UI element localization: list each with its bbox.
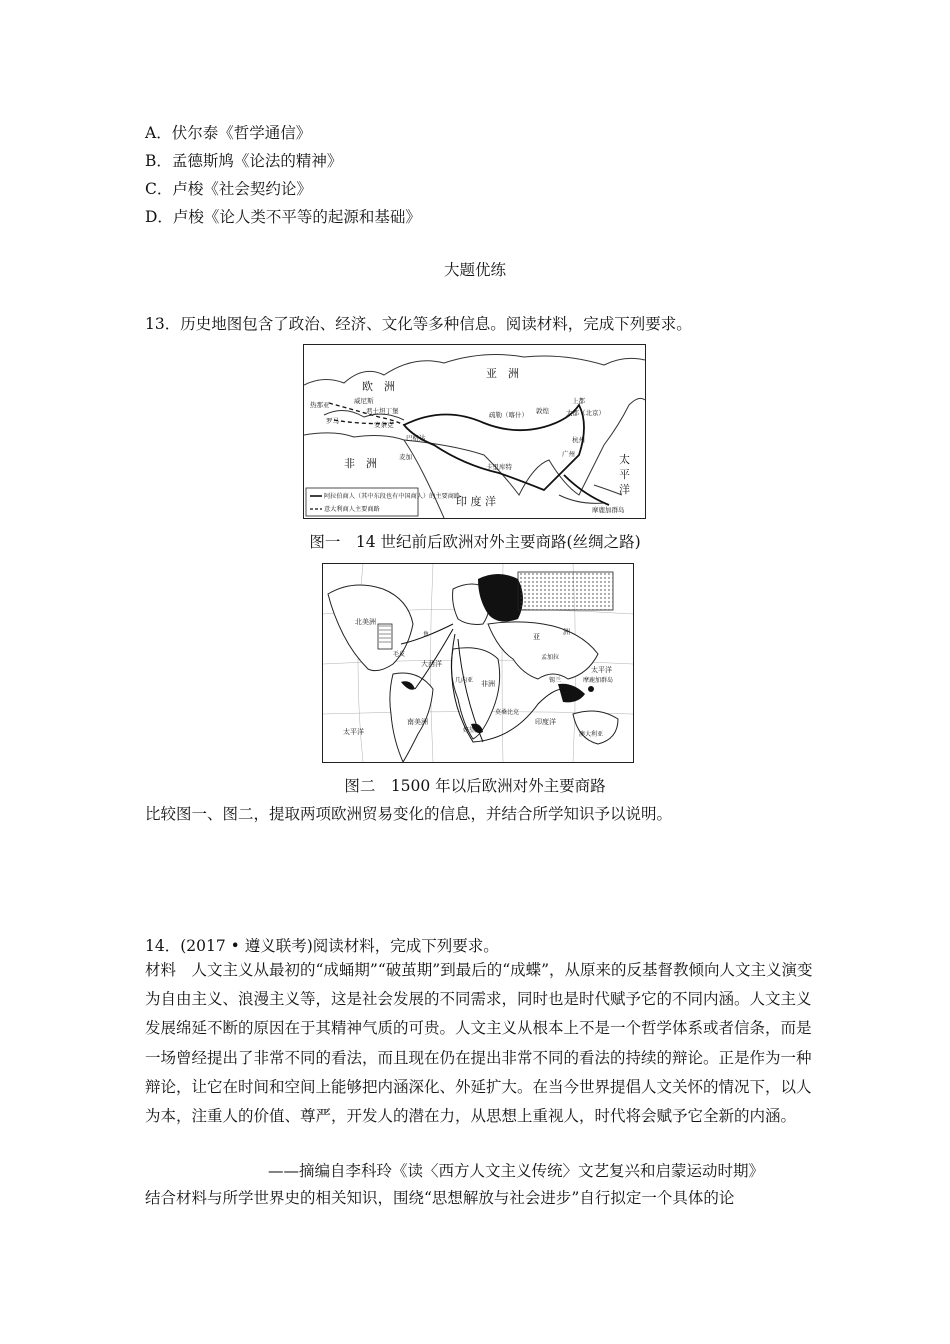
label-north-america: 北美洲	[355, 618, 376, 626]
label-africa-2: 非洲	[481, 680, 495, 688]
label-europe: 欧 洲	[362, 380, 395, 393]
section-title: 大题优练	[443, 261, 506, 279]
q14-source: ——摘编自李科玲《读〈西方人文主义传统〉文艺复兴和启蒙运动时期》	[268, 1162, 765, 1180]
q13-question: 比较图一、图二，提取两项欧洲贸易变化的信息，并结合所学知识予以说明。	[145, 805, 673, 823]
label-genoa: 热那亚	[310, 401, 330, 409]
label-guangzhou: 广州	[562, 450, 575, 458]
option-d: D．卢梭《论人类不平等的起源和基础》	[145, 208, 421, 226]
label-indian-ocean-2: 印度洋	[535, 718, 556, 726]
label-pacific-1: 太	[619, 453, 630, 466]
label-shangdu: 上都	[572, 397, 585, 405]
label-kashgar: 疏勒（喀什）	[489, 411, 528, 419]
map-silk-road	[303, 344, 646, 519]
label-moluccas-2: 摩鹿加群岛	[583, 677, 614, 684]
label-hangzhou: 杭州	[572, 436, 585, 444]
legend-arab: 阿拉伯商人（其中东段也有中国商人）的主要商路	[324, 493, 461, 500]
label-south-america: 南美洲	[407, 718, 428, 726]
option-a: A．伏尔泰《哲学通信》	[145, 124, 312, 142]
label-fish: 鱼	[423, 631, 430, 638]
label-pacific-3: 洋	[619, 483, 630, 496]
label-venice: 威尼斯	[354, 397, 374, 405]
label-mecca: 麦加	[399, 453, 412, 461]
label-dunhuang: 敦煌	[536, 407, 549, 415]
q14-material: 材料 人文主义从最初的“成蛹期”“破茧期”到最后的“成蝶”，从原来的反基督教倾向人文主义演变为自由主义、浪漫主义等，这是社会发展的不同需求，同时也是时代赋予它的不同内涵。人文主义发展绵延不断的原因在于其精神气质的可贵。人文主义从根本上不是一个哲学体系或者信条，而是一场曾经提出了非常不同的看法，而且现在仍在提出非常不同的看法的持续的辩论。正是作为一种辩论，让它在时间和空间上能够把内涵深化、外延扩大。在当今世界提倡人文关怀的情况下，以人为本，注重人的价值、尊严，开发人的潜在力，从思想上重视人，时代将会赋予它全新的内涵。	[145, 961, 813, 1126]
q13-stem: 13．历史地图包含了政治、经济、文化等多种信息。阅读材料，完成下列要求。	[145, 315, 692, 333]
label-africa: 非 洲	[344, 457, 377, 470]
label-rome: 罗马	[326, 417, 339, 425]
label-calicut: 卡里库特	[486, 463, 512, 471]
label-mozambique: 莫桑比克	[495, 709, 520, 716]
label-guinea: 几内亚	[455, 677, 474, 684]
label-pacific-2: 平	[619, 468, 630, 481]
legend-italian: 意大利商人主要商路	[324, 506, 380, 513]
label-bengal: 孟加拉	[541, 654, 560, 661]
option-c: C．卢梭《社会契约论》	[145, 180, 312, 198]
label-baghdad: 巴格达	[406, 434, 426, 442]
label-zhou: 洲	[563, 628, 570, 636]
label-indian-ocean: 印 度 洋	[456, 495, 496, 508]
label-dadu: 大都（北京）	[566, 409, 605, 417]
map1-caption: 图一 14 世纪前后欧洲对外主要商路(丝绸之路)	[309, 533, 641, 551]
map2-caption: 图二 1500 年以后欧洲对外主要商路	[344, 777, 606, 795]
q14-stem: 14．(2017 • 遵义联考)阅读材料，完成下列要求。	[145, 937, 499, 955]
label-cape: 好望角	[463, 727, 482, 734]
label-constantinople: 君士坦丁堡	[366, 407, 399, 415]
q14-task: 结合材料与所学世界史的相关知识，围绕“思想解放与社会进步”自行拟定一个具体的论	[145, 1189, 735, 1207]
label-australia: 澳大利亚	[579, 731, 604, 738]
label-asia-2: 亚	[533, 633, 540, 641]
label-asia: 亚 洲	[486, 367, 519, 380]
label-atlantic: 大西洋	[421, 660, 442, 668]
map-world-routes	[322, 563, 634, 763]
label-moluccas: 摩鹿加群岛	[592, 506, 625, 514]
label-fur: 毛皮	[393, 651, 406, 658]
label-ceylon: 锡兰	[549, 677, 562, 684]
option-b: B．孟德斯鸠《论法的精神》	[145, 152, 343, 170]
label-antioch: 安条克	[374, 421, 394, 429]
label-pacific-left: 太平洋	[343, 728, 364, 736]
label-pacific-right: 太平洋	[591, 666, 612, 674]
